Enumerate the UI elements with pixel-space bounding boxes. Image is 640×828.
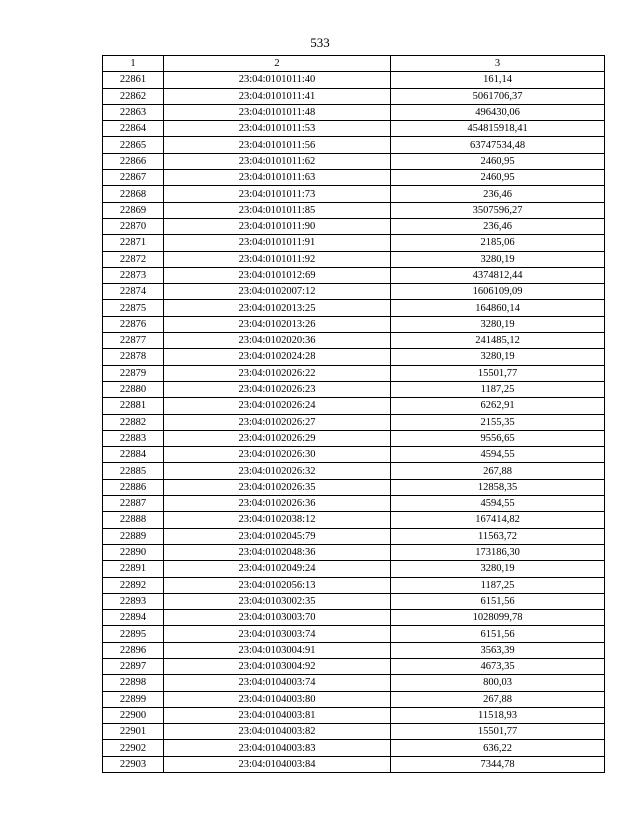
- row-number-cell: 22871: [103, 235, 164, 251]
- cadastral-number-cell: 23:04:0102024:28: [164, 349, 391, 365]
- value-cell: 1187,25: [391, 381, 605, 397]
- row-number-cell: 22901: [103, 724, 164, 740]
- value-cell: 2460,95: [391, 170, 605, 186]
- value-cell: 173186,30: [391, 544, 605, 560]
- value-cell: 11518,93: [391, 707, 605, 723]
- row-number-cell: 22891: [103, 561, 164, 577]
- row-number-cell: 22861: [103, 72, 164, 88]
- cadastral-number-cell: 23:04:0102026:24: [164, 398, 391, 414]
- value-cell: 241485,12: [391, 333, 605, 349]
- table-row: [103, 251, 605, 267]
- cadastral-number-cell: 23:04:0103004:91: [164, 642, 391, 658]
- table-row: [103, 72, 605, 88]
- table-row: [103, 707, 605, 723]
- cadastral-number-cell: 23:04:0101011:53: [164, 121, 391, 137]
- table-row: [103, 658, 605, 674]
- row-number-cell: 22870: [103, 218, 164, 234]
- value-cell: 236,46: [391, 218, 605, 234]
- row-number-cell: 22876: [103, 316, 164, 332]
- table-row: [103, 88, 605, 104]
- cadastral-number-cell: 23:04:0102026:23: [164, 381, 391, 397]
- table-row: [103, 137, 605, 153]
- cadastral-number-cell: 23:04:0101011:48: [164, 104, 391, 120]
- cadastral-number-cell: 23:04:0102026:32: [164, 463, 391, 479]
- value-cell: 4594,55: [391, 447, 605, 463]
- row-number-cell: 22885: [103, 463, 164, 479]
- table-header-row: [103, 56, 605, 72]
- row-number-cell: 22887: [103, 496, 164, 512]
- cadastral-number-cell: 23:04:0101011:63: [164, 170, 391, 186]
- row-number-cell: 22875: [103, 300, 164, 316]
- value-cell: 267,88: [391, 463, 605, 479]
- row-number-cell: 22900: [103, 707, 164, 723]
- value-cell: 2185,06: [391, 235, 605, 251]
- table-row: [103, 316, 605, 332]
- column-header-1: 1: [103, 56, 164, 72]
- value-cell: 3280,19: [391, 251, 605, 267]
- table-row: [103, 577, 605, 593]
- row-number-cell: 22867: [103, 170, 164, 186]
- table-row: [103, 398, 605, 414]
- cadastral-number-cell: 23:04:0102026:36: [164, 496, 391, 512]
- cadastral-number-cell: 23:04:0104003:83: [164, 740, 391, 756]
- value-cell: 496430,06: [391, 104, 605, 120]
- cadastral-number-cell: 23:04:0104003:74: [164, 675, 391, 691]
- value-cell: 164860,14: [391, 300, 605, 316]
- table-row: [103, 300, 605, 316]
- table-row: [103, 333, 605, 349]
- table-row: [103, 724, 605, 740]
- cadastral-number-cell: 23:04:0104003:80: [164, 691, 391, 707]
- cadastral-number-cell: 23:04:0102020:36: [164, 333, 391, 349]
- value-cell: 236,46: [391, 186, 605, 202]
- table-row: [103, 381, 605, 397]
- value-cell: 6151,56: [391, 626, 605, 642]
- value-cell: 3280,19: [391, 561, 605, 577]
- row-number-cell: 22879: [103, 365, 164, 381]
- table-row: [103, 104, 605, 120]
- value-cell: 1606109,09: [391, 284, 605, 300]
- cadastral-number-cell: 23:04:0103002:35: [164, 593, 391, 609]
- table-row: [103, 756, 605, 772]
- row-number-cell: 22894: [103, 610, 164, 626]
- row-number-cell: 22882: [103, 414, 164, 430]
- cadastral-number-cell: 23:04:0102048:36: [164, 544, 391, 560]
- table-row: [103, 186, 605, 202]
- row-number-cell: 22877: [103, 333, 164, 349]
- value-cell: 15501,77: [391, 365, 605, 381]
- table-row: [103, 675, 605, 691]
- row-number-cell: 22888: [103, 512, 164, 528]
- cadastral-number-cell: 23:04:0101011:62: [164, 153, 391, 169]
- row-number-cell: 22903: [103, 756, 164, 772]
- value-cell: 6151,56: [391, 593, 605, 609]
- table-row: [103, 153, 605, 169]
- value-cell: 6262,91: [391, 398, 605, 414]
- cadastral-number-cell: 23:04:0101011:73: [164, 186, 391, 202]
- row-number-cell: 22862: [103, 88, 164, 104]
- value-cell: 3507596,27: [391, 202, 605, 218]
- cadastral-number-cell: 23:04:0104003:84: [164, 756, 391, 772]
- row-number-cell: 22895: [103, 626, 164, 642]
- cadastral-number-cell: 23:04:0101011:40: [164, 72, 391, 88]
- row-number-cell: 22881: [103, 398, 164, 414]
- cadastral-number-cell: 23:04:0102013:26: [164, 316, 391, 332]
- row-number-cell: 22899: [103, 691, 164, 707]
- cadastral-number-cell: 23:04:0101012:69: [164, 267, 391, 283]
- table-row: [103, 496, 605, 512]
- row-number-cell: 22893: [103, 593, 164, 609]
- cadastral-number-cell: 23:04:0104003:82: [164, 724, 391, 740]
- value-cell: 800,03: [391, 675, 605, 691]
- cadastral-number-cell: 23:04:0102045:79: [164, 528, 391, 544]
- value-cell: 12858,35: [391, 479, 605, 495]
- value-cell: 3280,19: [391, 349, 605, 365]
- table-row: [103, 267, 605, 283]
- table-row: [103, 365, 605, 381]
- cadastral-number-cell: 23:04:0101011:92: [164, 251, 391, 267]
- table-row: [103, 414, 605, 430]
- value-cell: 4594,55: [391, 496, 605, 512]
- table-row: [103, 528, 605, 544]
- row-number-cell: 22863: [103, 104, 164, 120]
- value-cell: 454815918,41: [391, 121, 605, 137]
- cadastral-number-cell: 23:04:0101011:41: [164, 88, 391, 104]
- cadastral-number-cell: 23:04:0102056:13: [164, 577, 391, 593]
- row-number-cell: 22865: [103, 137, 164, 153]
- table-row: [103, 512, 605, 528]
- table-body: [103, 72, 605, 773]
- page-number: 533: [310, 35, 330, 50]
- value-cell: 4673,35: [391, 658, 605, 674]
- cadastral-number-cell: 23:04:0102007:12: [164, 284, 391, 300]
- table-row: [103, 218, 605, 234]
- value-cell: 167414,82: [391, 512, 605, 528]
- table-row: [103, 544, 605, 560]
- cadastral-number-cell: 23:04:0101011:90: [164, 218, 391, 234]
- table-row: [103, 691, 605, 707]
- row-number-cell: 22873: [103, 267, 164, 283]
- cadastral-number-cell: 23:04:0102026:35: [164, 479, 391, 495]
- table-row: [103, 447, 605, 463]
- table-row: [103, 642, 605, 658]
- column-header-3: 3: [391, 56, 605, 72]
- row-number-cell: 22880: [103, 381, 164, 397]
- cadastral-number-cell: 23:04:0102026:27: [164, 414, 391, 430]
- table-row: [103, 202, 605, 218]
- value-cell: 636,22: [391, 740, 605, 756]
- cadastral-number-cell: 23:04:0102013:25: [164, 300, 391, 316]
- cadastral-table: [102, 55, 605, 773]
- row-number-cell: 22872: [103, 251, 164, 267]
- row-number-cell: 22892: [103, 577, 164, 593]
- cadastral-number-cell: 23:04:0102026:29: [164, 430, 391, 446]
- value-cell: 7344,78: [391, 756, 605, 772]
- value-cell: 3280,19: [391, 316, 605, 332]
- table-row: [103, 610, 605, 626]
- cadastral-number-cell: 23:04:0103004:92: [164, 658, 391, 674]
- row-number-cell: 22890: [103, 544, 164, 560]
- table-row: [103, 121, 605, 137]
- row-number-cell: 22902: [103, 740, 164, 756]
- value-cell: 3563,39: [391, 642, 605, 658]
- table-row: [103, 740, 605, 756]
- cadastral-number-cell: 23:04:0103003:70: [164, 610, 391, 626]
- table-row: [103, 430, 605, 446]
- row-number-cell: 22884: [103, 447, 164, 463]
- table-row: [103, 626, 605, 642]
- value-cell: 267,88: [391, 691, 605, 707]
- table-row: [103, 284, 605, 300]
- value-cell: 4374812,44: [391, 267, 605, 283]
- value-cell: 2460,95: [391, 153, 605, 169]
- table-row: [103, 593, 605, 609]
- value-cell: 9556,65: [391, 430, 605, 446]
- value-cell: 161,14: [391, 72, 605, 88]
- row-number-cell: 22864: [103, 121, 164, 137]
- value-cell: 15501,77: [391, 724, 605, 740]
- row-number-cell: 22878: [103, 349, 164, 365]
- cadastral-number-cell: 23:04:0103003:74: [164, 626, 391, 642]
- row-number-cell: 22874: [103, 284, 164, 300]
- cadastral-number-cell: 23:04:0102026:30: [164, 447, 391, 463]
- cadastral-number-cell: 23:04:0104003:81: [164, 707, 391, 723]
- row-number-cell: 22896: [103, 642, 164, 658]
- cadastral-number-cell: 23:04:0102026:22: [164, 365, 391, 381]
- value-cell: 2155,35: [391, 414, 605, 430]
- cadastral-number-cell: 23:04:0102049:24: [164, 561, 391, 577]
- row-number-cell: 22868: [103, 186, 164, 202]
- table-row: [103, 235, 605, 251]
- value-cell: 1187,25: [391, 577, 605, 593]
- value-cell: 63747534,48: [391, 137, 605, 153]
- row-number-cell: 22897: [103, 658, 164, 674]
- table-row: [103, 349, 605, 365]
- value-cell: 1028099,78: [391, 610, 605, 626]
- row-number-cell: 22886: [103, 479, 164, 495]
- value-cell: 11563,72: [391, 528, 605, 544]
- column-header-2: 2: [164, 56, 391, 72]
- row-number-cell: 22883: [103, 430, 164, 446]
- table-row: [103, 170, 605, 186]
- row-number-cell: 22889: [103, 528, 164, 544]
- cadastral-number-cell: 23:04:0102038:12: [164, 512, 391, 528]
- cadastral-number-cell: 23:04:0101011:91: [164, 235, 391, 251]
- row-number-cell: 22869: [103, 202, 164, 218]
- row-number-cell: 22866: [103, 153, 164, 169]
- table-row: [103, 479, 605, 495]
- cadastral-number-cell: 23:04:0101011:56: [164, 137, 391, 153]
- table-row: [103, 463, 605, 479]
- row-number-cell: 22898: [103, 675, 164, 691]
- cadastral-number-cell: 23:04:0101011:85: [164, 202, 391, 218]
- value-cell: 5061706,37: [391, 88, 605, 104]
- table-row: [103, 561, 605, 577]
